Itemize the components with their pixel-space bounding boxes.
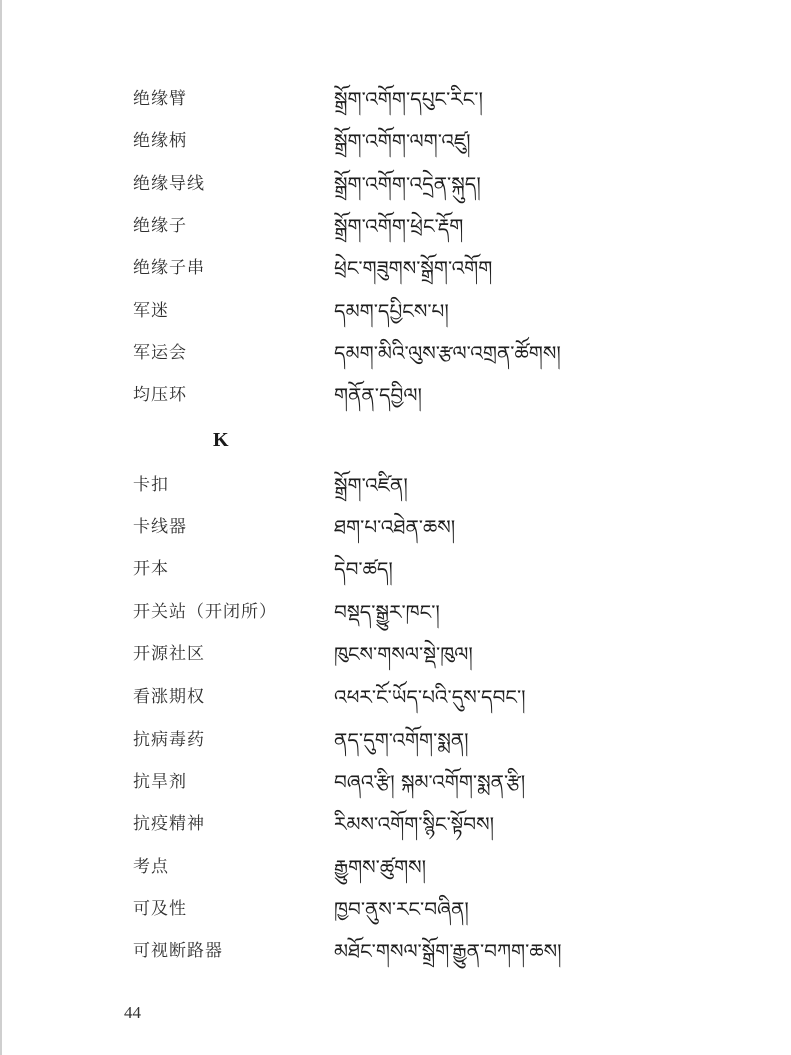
chinese-term: 均压环 [133, 385, 187, 405]
tibetan-term: ཐག་པ་འཐེན་ཆས། [334, 515, 456, 539]
tibetan-term: སྒྲོག་འགོག་དཔུང་རིང་། [334, 87, 483, 111]
glossary-entry [0, 729, 791, 771]
section-heading-letter: K [213, 429, 229, 451]
glossary-entry [0, 474, 791, 516]
chinese-term: 绝缘子串 [133, 258, 205, 278]
chinese-term: 抗旱剂 [133, 772, 187, 792]
chinese-term: 绝缘臂 [133, 89, 187, 109]
tibetan-term: རྒྱུགས་ཚུགས། [334, 855, 427, 879]
glossary-entry [0, 558, 791, 600]
tibetan-term: སྒྲོག་འགོག་ཕྲེང་རྡོག [334, 214, 464, 238]
chinese-term: 绝缘柄 [133, 131, 187, 151]
glossary-entry [0, 643, 791, 685]
tibetan-term: འཕར་ངོ་ཡོད་པའི་དུས་དབང་། [334, 685, 526, 709]
page-number: 44 [124, 1003, 141, 1022]
chinese-term: 抗病毒药 [133, 730, 205, 750]
tibetan-term: རིམས་འགོག་སྙིང་སྟོབས། [334, 812, 495, 836]
glossary-entry [0, 342, 791, 384]
tibetan-term: ཁུངས་གསལ་སྡེ་ཁུལ། [334, 642, 473, 666]
tibetan-term: སྒྲོག་འགོག་འདྲེན་སྐུད། [334, 172, 481, 196]
glossary-entry [0, 601, 791, 643]
tibetan-term: མཐོང་གསལ་སྒྲོག་རྒྱུན་བཀག་ཆས། [334, 939, 562, 963]
tibetan-term: དེབ་ཚད། [334, 557, 393, 581]
chinese-term: 军迷 [133, 301, 169, 321]
glossary-entry [0, 88, 791, 130]
tibetan-term: ཁྱབ་ནུས་རང་བཞིན། [334, 897, 469, 921]
tibetan-term: གནོན་དབྱིལ། [334, 383, 422, 407]
tibetan-term: ཕྲེང་གཟུགས་སྒྲོག་འགོག [334, 256, 493, 280]
chinese-term: 卡扣 [133, 475, 169, 495]
tibetan-term: དམག་མིའི་ལུས་རྩལ་འགྲན་ཚོགས། [334, 341, 561, 365]
glossary-entry [0, 856, 791, 898]
chinese-term: 看涨期权 [133, 687, 205, 707]
glossary-entry [0, 940, 791, 982]
glossary-entry [0, 215, 791, 257]
chinese-term: 开源社区 [133, 644, 205, 664]
chinese-term: 开本 [133, 559, 169, 579]
chinese-term: 卡线器 [133, 517, 187, 537]
chinese-term: 可及性 [133, 899, 187, 919]
tibetan-term: དམག་དཔྱིངས་པ། [334, 299, 449, 323]
glossary-entry [0, 813, 791, 855]
glossary-entry [0, 257, 791, 299]
glossary-entry [0, 771, 791, 813]
tibetan-term: སྒྲོག་འགོག་ལག་འཛུ། [334, 129, 471, 153]
glossary-entry [0, 384, 791, 426]
chinese-term: 开关站（开闭所） [133, 602, 277, 622]
glossary-entry [0, 130, 791, 172]
chinese-term: 可视断路器 [133, 941, 223, 961]
chinese-term: 绝缘导线 [133, 174, 205, 194]
glossary-entry [0, 300, 791, 342]
glossary-entry [0, 173, 791, 215]
glossary-entry [0, 898, 791, 940]
glossary-entry [0, 686, 791, 728]
glossary-entry [0, 516, 791, 558]
tibetan-term: ནད་དུག་འགོག་སྨན། [334, 728, 469, 752]
chinese-term: 绝缘子 [133, 216, 187, 236]
tibetan-term: བཞའ་རྩི། སྐམ་འགོག་སྨན་རྩི། [334, 770, 526, 794]
tibetan-term: བསྡད་སྒྱུར་ཁང་། [334, 600, 440, 624]
tibetan-term: སྒྲོག་འཛིན། [334, 473, 408, 497]
chinese-term: 考点 [133, 857, 169, 877]
chinese-term: 军运会 [133, 343, 187, 363]
chinese-term: 抗疫精神 [133, 814, 205, 834]
